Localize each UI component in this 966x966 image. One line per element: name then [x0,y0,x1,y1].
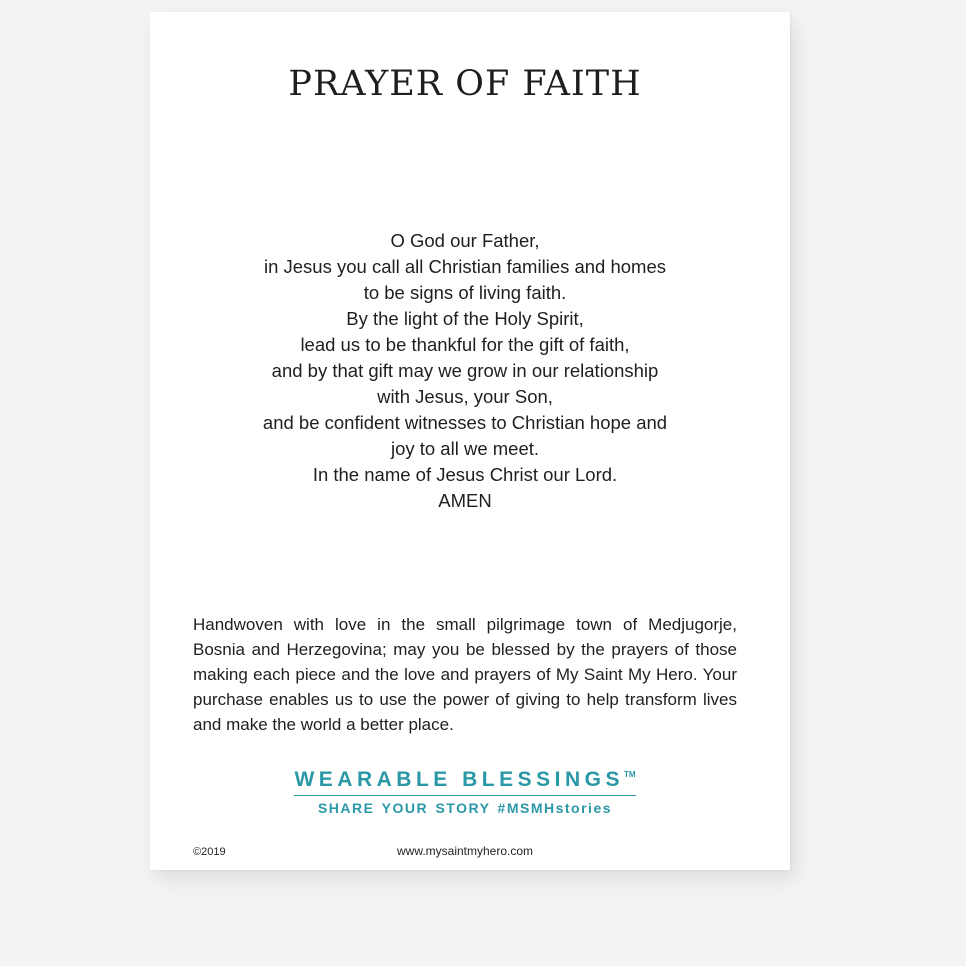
prayer-line: and by that gift may we grow in our relationship [271,360,659,381]
prayer-line: joy to all we meet. [390,438,540,459]
prayer-title: PRAYER OF FAITH [288,64,642,104]
brand-name: WEARABLE BLESSINGS [294,768,624,791]
prayer-line: O God our Father, [390,230,540,251]
prayer-text [150,228,780,514]
trademark-mark: TM [623,770,636,779]
prayer-line: By the light of the Holy Spirit, [346,308,584,329]
prayer-line: in Jesus you call all Christian families and homes [263,256,667,277]
prayer-amen: AMEN [438,490,492,511]
copyright-notice: ©2019 [193,846,226,858]
product-blurb: Handwoven with love in the small pilgrimage town of Medjugorje, Bosnia and Herzegovina; may you be blessed by the prayers of those making each piece and the love and prayers of My Saint My Hero. Your purchase enables us to use the power of giving to help transform lives and make the world a better place. [193,615,737,734]
prayer-card [150,12,790,870]
prayer-line: lead us to be thankful for the gift of faith, [300,334,630,355]
prayer-line: In the name of Jesus Christ our Lord. [312,464,618,485]
prayer-line: with Jesus, your Son, [377,386,553,407]
prayer-line: and be confident witnesses to Christian hope and [262,412,668,433]
website-address: www.mysaintmyhero.com [396,844,534,858]
brand-block [150,768,780,816]
prayer-line: to be signs of living faith. [363,282,567,303]
brand-wordmark [294,768,635,796]
brand-tagline: SHARE YOUR STORY #MSMHstories [317,800,613,816]
